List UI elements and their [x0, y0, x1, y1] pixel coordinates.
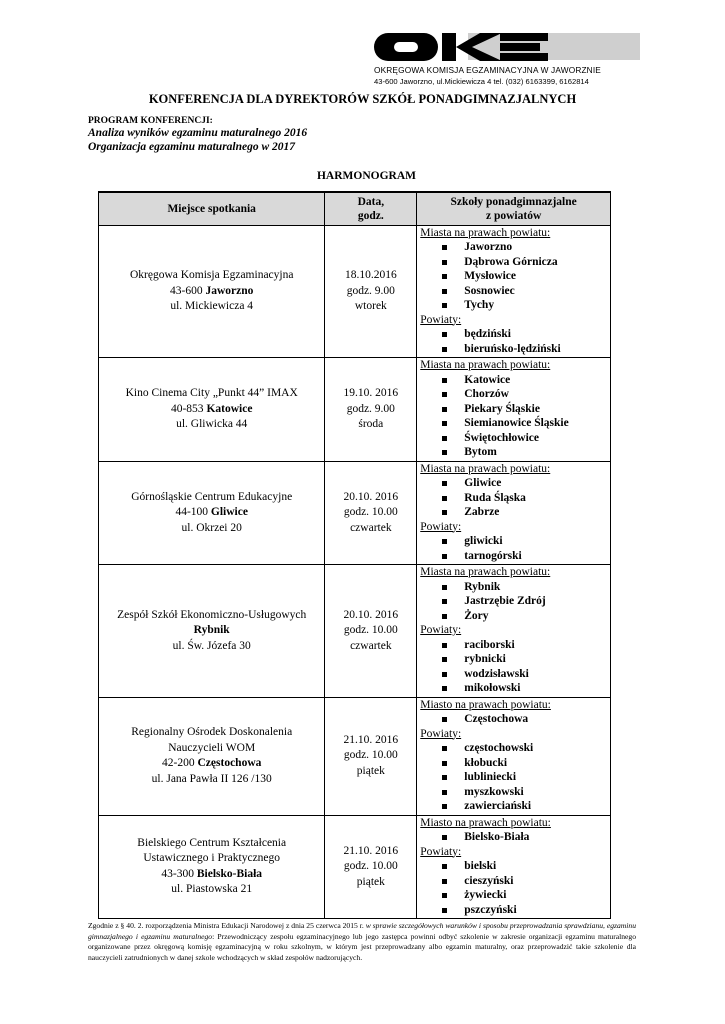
place-cell [99, 697, 325, 815]
time: godz. 9.00 [346, 284, 395, 297]
list-item: Świętochłowice [420, 431, 610, 446]
weekday: piątek [356, 875, 385, 888]
list-item: tarnogórski [420, 549, 610, 564]
time: godz. 10.00 [343, 624, 398, 636]
date-cell [325, 697, 417, 815]
place-city-line [99, 623, 324, 639]
cities-list [420, 712, 610, 727]
list-item: lubliniecki [420, 770, 610, 785]
table-row [99, 815, 611, 919]
cities-list [420, 580, 610, 624]
list-item: Żory [420, 609, 610, 624]
date-cell [325, 461, 417, 565]
time: godz. 10.00 [343, 506, 398, 518]
list-item: myszkowski [420, 785, 610, 800]
counties-label: Powiaty: [420, 624, 462, 636]
list-item: raciborski [420, 638, 610, 653]
counties-list [420, 534, 610, 563]
header-place: Miejsce spotkania [99, 192, 325, 225]
street: ul. Mickiewicza 4 [170, 300, 254, 312]
harmonogram-title: HARMONOGRAM [316, 170, 416, 182]
schools-cell [417, 358, 611, 462]
footnote [88, 921, 636, 963]
logo-letter-k [442, 33, 456, 61]
weekday: piątek [356, 764, 385, 777]
place-name: Kino Cinema City „Punkt 44” IMAX [125, 387, 298, 399]
place-city-line [99, 284, 324, 300]
city-name: Gliwice [210, 506, 248, 518]
date: 19.10. 2016 [343, 387, 399, 399]
time: godz. 10.00 [343, 749, 398, 762]
place-name: Bielskiego Centrum Kształcenia [137, 836, 287, 849]
list-item: Siemianowice Śląskie [420, 416, 610, 431]
table-row [99, 358, 611, 462]
postal-code: 42-200 [162, 757, 195, 769]
list-item: Zabrze [420, 505, 610, 520]
street: ul. Jana Pawła II 126 /130 [151, 772, 272, 785]
place-name: Górnośląskie Centrum Edukacyjne [131, 490, 293, 503]
schedule-table [98, 191, 611, 919]
counties-list [420, 859, 610, 917]
logo-text: OKE [378, 55, 383, 57]
program-label: PROGRAM KONFERENCJI: [88, 116, 213, 126]
street: ul. Św. Józefa 30 [172, 639, 251, 652]
list-item: żywiecki [420, 888, 610, 903]
cities-label: Miasta na prawach powiatu: [420, 566, 551, 578]
place-name-2: Nauczycieli WOM [168, 741, 256, 754]
time: godz. 10.00 [343, 860, 398, 872]
list-item: Gliwice [420, 476, 610, 491]
place-cell [99, 358, 325, 462]
counties-label: Powiaty: [420, 520, 462, 533]
postal-code: 44-100 [175, 506, 209, 518]
postal-code: 43-600 [170, 284, 203, 297]
cities-list [420, 240, 610, 313]
date: 21.10. 2016 [343, 733, 399, 746]
logo-letter-e [500, 33, 548, 41]
counties-list [420, 638, 610, 696]
postal-code: 40-853 [170, 402, 204, 415]
place-name: Okręgowa Komisja Egzaminacyjna [129, 269, 294, 281]
counties-list [420, 741, 610, 814]
street: ul. Okrzei 20 [181, 521, 242, 534]
place-cell [99, 565, 325, 698]
list-item: kłobucki [420, 756, 610, 771]
list-item: Dąbrowa Górnicza [420, 255, 610, 270]
place-cell [99, 461, 325, 565]
place-city-line [99, 756, 324, 772]
list-item: mikołowski [420, 681, 610, 696]
list-item: Piekary Śląskie [420, 402, 610, 417]
table-row [99, 461, 611, 565]
place-cell [99, 225, 325, 358]
weekday: wtorek [354, 300, 387, 312]
list-item: wodzisławski [420, 667, 610, 682]
header-schools-line2: z powiatów [485, 209, 542, 222]
counties-list [420, 327, 610, 356]
postal-code: 43-300 [161, 867, 194, 880]
place-name: Regionalny Ośrodek Doskonalenia [131, 726, 293, 738]
city-name: Jaworzno [205, 284, 254, 297]
program-line-1: Analiza wyników egzaminu maturalnego 2016 [88, 127, 308, 139]
oke-logo-mark [372, 30, 640, 64]
list-item: Sosnowiec [420, 284, 610, 299]
table-row [99, 225, 611, 358]
header-date-line1: Data, [357, 195, 385, 208]
city-name: Katowice [206, 402, 253, 415]
place-cell [99, 815, 325, 919]
footnote-part3: : Przewodniczący zespołu egzaminacyjnego lub jego zastępca powinni odbyć szkolenie w zakresie organizacji egzaminu maturalnego organizowane przez okręgową komisję egzaminacyjną w roku szkolnym, w którym jest przeprowadzany albo egzamin maturalny, oraz przeprowadzić takie szkolenie dla nauczycieli zatrudnionych w danej szkole wchodzących w skład zespołów nadzorujących. [88, 931, 636, 962]
schools-cell [417, 461, 611, 565]
place-name-2: Ustawicznego i Praktycznego [143, 852, 281, 865]
weekday: czwartek [350, 521, 392, 534]
place-city-line [99, 505, 324, 521]
list-item: Chorzów [420, 387, 610, 402]
table-row [99, 565, 611, 698]
list-item: bieruńsko-lędziński [420, 342, 610, 357]
date: 18.10.2016 [344, 269, 397, 281]
city-name: Rybnik [193, 624, 230, 636]
logo-grey-band [468, 33, 640, 60]
cities-label: Miasto na prawach powiatu: [420, 698, 551, 711]
header-date-line2: godz. [357, 209, 384, 222]
list-item: gliwicki [420, 534, 610, 549]
header-date [325, 192, 417, 225]
counties-label: Powiaty: [420, 727, 462, 740]
list-item: Katowice [420, 373, 610, 388]
list-item: zawierciański [420, 799, 610, 814]
time: godz. 9.00 [346, 402, 395, 415]
list-item: bielski [420, 859, 610, 874]
org-address: 43-600 Jaworzno, ul.Mickiewicza 4 tel. (032) 6163399, 6162814 [374, 77, 589, 86]
list-item: Rybnik [420, 580, 610, 595]
list-item: Jastrzębie Zdrój [420, 594, 610, 609]
city-name: Bielsko-Biała [196, 867, 263, 880]
counties-label: Powiaty: [420, 845, 462, 858]
schools-cell [417, 565, 611, 698]
list-item: cieszyński [420, 874, 610, 889]
list-item: częstochowski [420, 741, 610, 756]
place-city-line [99, 867, 324, 883]
date-cell [325, 358, 417, 462]
date-cell [325, 815, 417, 919]
cities-list [420, 476, 610, 520]
header-schools [417, 192, 611, 225]
list-item: Bytom [420, 445, 610, 460]
schools-cell [417, 697, 611, 815]
street: ul. Gliwicka 44 [176, 418, 248, 430]
list-item: Tychy [420, 298, 610, 313]
city-name: Częstochowa [197, 757, 262, 769]
cities-list [420, 373, 610, 460]
list-item: Ruda Śląska [420, 491, 610, 506]
oke-logo [372, 30, 640, 88]
street: ul. Piastowska 21 [171, 883, 253, 896]
date: 20.10. 2016 [343, 490, 399, 503]
schools-cell [417, 225, 611, 358]
header-schools-line1: Szkoły ponadgimnazjalne [450, 195, 577, 208]
cities-list [420, 830, 610, 845]
place-city-line [99, 402, 324, 418]
table-header-row [99, 192, 611, 225]
footnote-part1: Zgodnie z § 40. 2. rozporządzenia Ministra Edukacji Narodowej z dnia 25 czerwca 2015 r. [88, 921, 366, 930]
program-line-2: Organizacja egzaminu maturalnego w 2017 [88, 141, 296, 153]
table-row [99, 697, 611, 815]
cities-label: Miasto na prawach powiatu: [420, 816, 551, 829]
cities-label: Miasta na prawach powiatu: [420, 226, 551, 239]
schools-cell [417, 815, 611, 919]
list-item: Mysłowice [420, 269, 610, 284]
list-item: Częstochowa [420, 712, 610, 727]
list-item: rybnicki [420, 652, 610, 667]
list-item: Jaworzno [420, 240, 610, 255]
list-item: Bielsko-Biała [420, 830, 610, 845]
cities-label: Miasta na prawach powiatu: [420, 462, 551, 475]
weekday: środa [358, 418, 384, 430]
date-cell [325, 565, 417, 698]
page-title: KONFERENCJA DLA DYREKTORÓW SZKÓŁ PONADGIMNAZJALNYCH [148, 92, 577, 106]
cities-label: Miasta na prawach powiatu: [420, 359, 551, 371]
date-cell [325, 225, 417, 358]
date: 21.10. 2016 [343, 844, 399, 857]
list-item: będziński [420, 327, 610, 342]
date: 20.10. 2016 [343, 608, 399, 621]
footnote-regulation-title: w sprawie szczegółowych warunków i sposobu przeprowadzania sprawdzianu, egzaminu gimnazjalnego i egzaminu maturalnego [88, 921, 636, 941]
counties-label: Powiaty: [420, 313, 462, 326]
place-name: Zespół Szkół Ekonomiczno-Usługowych [117, 608, 307, 621]
weekday: czwartek [350, 639, 392, 652]
org-name: OKRĘGOWA KOMISJA EGZAMINACYJNA W JAWORZNIE [374, 65, 601, 75]
list-item: pszczyński [420, 903, 610, 918]
